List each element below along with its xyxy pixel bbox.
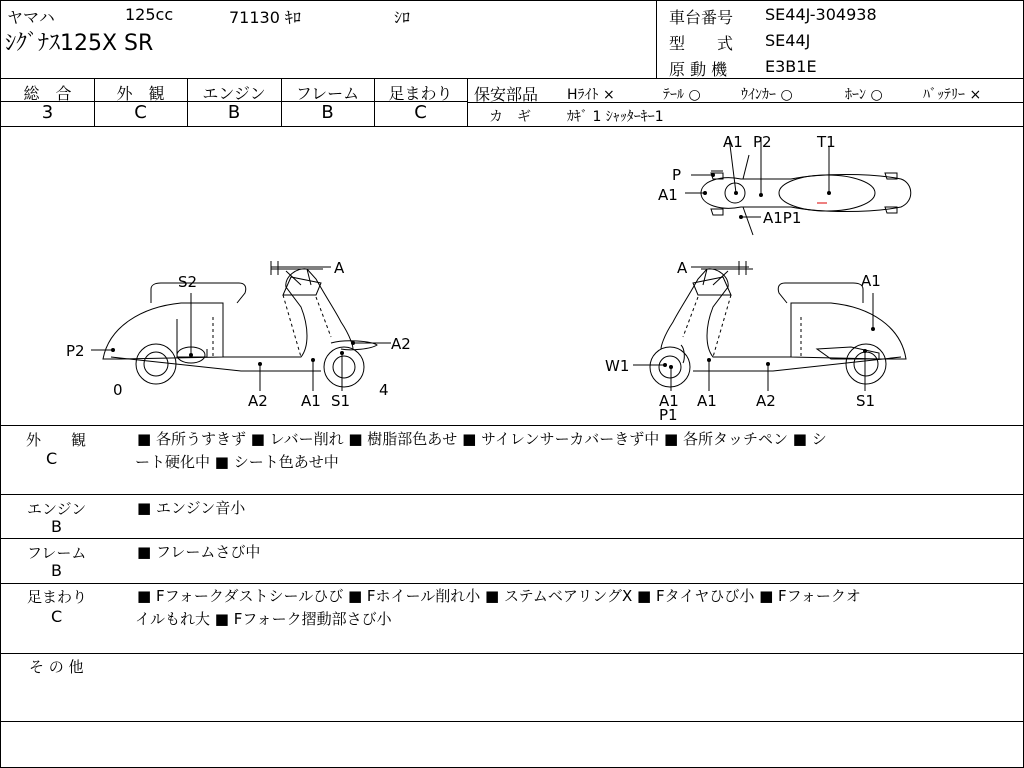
- exterior-grade: C: [134, 102, 147, 123]
- remark-engine-line1: ■ エンジン音小: [137, 499, 246, 517]
- label-a1-left: A1: [301, 392, 321, 410]
- overall-label: 総 合: [23, 84, 72, 103]
- suspension-grade: C: [414, 102, 427, 123]
- label-a2-left-floor: A2: [248, 392, 268, 410]
- label-0: 0: [113, 381, 123, 399]
- label-a1-top: A1: [723, 133, 743, 151]
- remark-exterior-line2: ート硬化中 ■ シート色あせ中: [135, 453, 339, 471]
- remark-frame-label: フレーム: [27, 544, 87, 562]
- model-code: SE44J: [765, 31, 811, 50]
- safety-horn: ﾎｰﾝ ○: [845, 87, 883, 103]
- label-w1: W1: [605, 357, 630, 375]
- remark-exterior-line1: ■ 各所うすきず ■ レバー削れ ■ 樹脂部色あせ ■ サイレンサーカバーきず中 ■ 各所タッチペン ■ シ: [137, 430, 827, 448]
- label-a1-right-seat: A1: [861, 272, 881, 290]
- label-p1-right: P1: [659, 406, 678, 424]
- engine-grade-label: エンジン: [202, 84, 266, 103]
- key-label: カ ギ: [489, 109, 531, 125]
- maker: ヤマハ: [7, 8, 55, 27]
- safety-headlight: Hﾗｲﾄ ×: [567, 87, 615, 103]
- model-name: ｼｸﾞﾅｽ125X SR: [5, 31, 154, 56]
- safety-tail: ﾃｰﾙ ○: [663, 87, 701, 103]
- label-a-left: A: [334, 259, 345, 277]
- remark-engine-grade: B: [51, 517, 62, 536]
- frame-no-label: 車台番号: [669, 8, 734, 27]
- label-p2-top: P2: [753, 133, 772, 151]
- remark-exterior-grade: C: [46, 449, 58, 468]
- remark-suspension-line2: イルもれ大 ■ Fフォーク摺動部さび小: [135, 610, 392, 628]
- engine-code: E3B1E: [765, 57, 817, 76]
- damage-diagrams: [1, 127, 1023, 425]
- color: ｼﾛ: [394, 8, 411, 27]
- key-value: ｶｷﾞ 1 ｼｬｯﾀｰｷｰ1: [567, 109, 664, 125]
- safety-winker: ｳｲﾝｶｰ ○: [741, 87, 793, 103]
- model-code-label: 型 式: [669, 34, 734, 53]
- label-t1: T1: [817, 133, 836, 151]
- remark-engine-label: エンジン: [27, 500, 87, 518]
- label-a1-right-wheel: A1: [659, 392, 679, 410]
- label-a1-right-front: A1: [697, 392, 717, 410]
- label-a1-top-left: A1: [658, 186, 678, 204]
- remark-frame-grade: B: [51, 561, 62, 580]
- remark-suspension-line1: ■ Fフォークダストシールひび ■ Fホイール削れ小 ■ ステムベアリングX ■ Fタイヤひび小 ■ Fフォークオ: [137, 587, 861, 605]
- remark-suspension-label: 足まわり: [27, 588, 88, 606]
- label-a2-right: A2: [756, 392, 776, 410]
- remark-exterior-label: 外 観: [26, 431, 87, 449]
- label-p-top: P: [672, 166, 682, 184]
- label-a-right: A: [677, 259, 688, 277]
- label-a1p1-top: A1P1: [763, 209, 802, 227]
- remark-frame-line1: ■ フレームさび中: [137, 543, 261, 561]
- engine-grade: B: [227, 102, 241, 123]
- engine-label: 原 動 機: [669, 60, 728, 79]
- scooter-left-view: [103, 261, 377, 387]
- overall-grade: 3: [41, 102, 54, 123]
- label-p2-left: P2: [66, 342, 85, 360]
- label-s1-right: S1: [856, 392, 876, 410]
- label-s2: S2: [178, 273, 198, 291]
- mileage: 71130 ｷﾛ: [229, 8, 301, 27]
- frame-grade: B: [321, 102, 334, 123]
- exterior-label: 外 観: [116, 84, 165, 103]
- suspension-grade-label: 足まわり: [388, 84, 453, 103]
- safety-battery: ﾊﾞｯﾃﾘｰ ×: [923, 87, 982, 103]
- displacement: 125cc: [125, 5, 174, 24]
- safety-label: 保安部品: [474, 85, 539, 104]
- label-a2-left-engine: A2: [391, 335, 411, 353]
- frame-no: SE44J-304938: [765, 5, 877, 24]
- remark-suspension-grade: C: [51, 607, 63, 626]
- label-s1-left: S1: [331, 392, 351, 410]
- label-4: 4: [379, 381, 389, 399]
- frame-grade-label: フレーム: [295, 84, 360, 103]
- remark-other-label: そ の 他: [29, 658, 84, 676]
